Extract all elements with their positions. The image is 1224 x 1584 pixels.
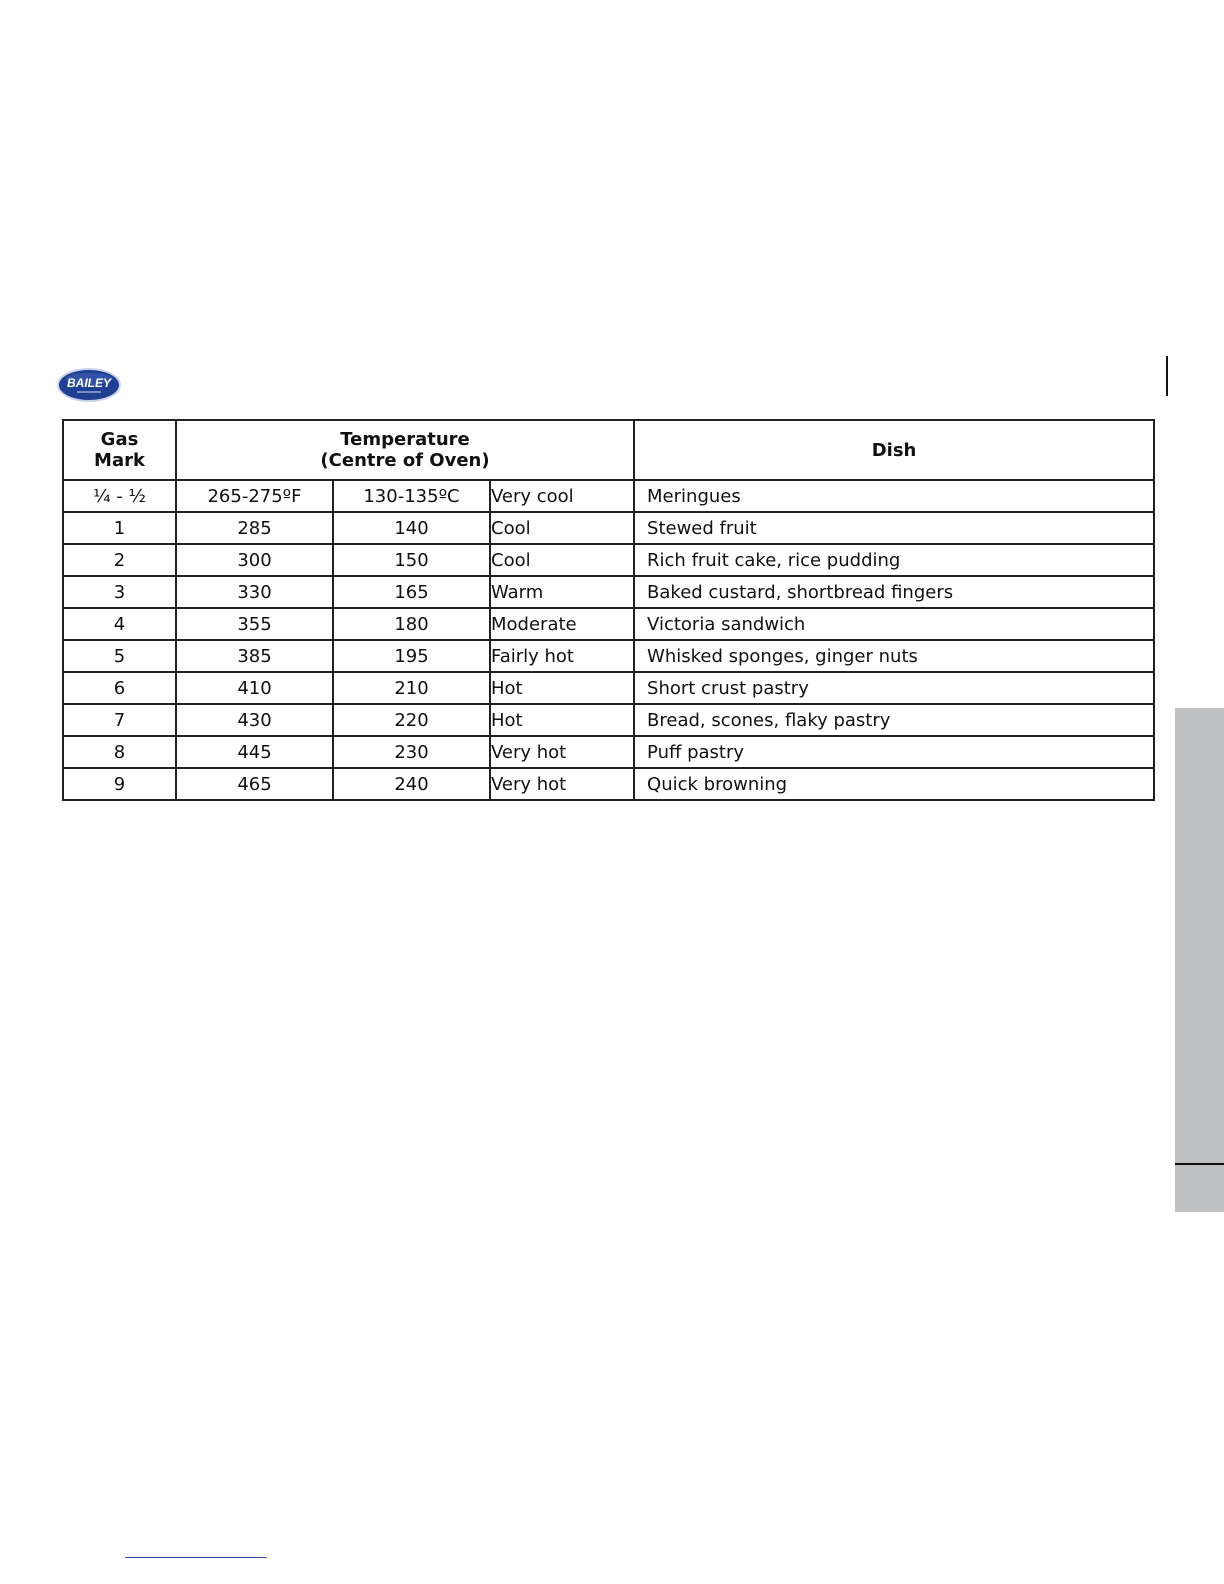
- cell-fahrenheit: 445: [176, 736, 333, 768]
- cell-dish: Short crust pastry: [634, 672, 1154, 704]
- table-row: [63, 544, 1154, 576]
- cell-heat-description: Warm: [490, 576, 634, 608]
- section-side-tab: [1175, 708, 1224, 1212]
- cell-dish: Baked custard, shortbread fingers: [634, 576, 1154, 608]
- cell-celsius: 240: [333, 768, 490, 800]
- cell-celsius: 130-135ºC: [333, 480, 490, 512]
- bailey-logo-text: BAILEY: [66, 376, 112, 390]
- table-body: [63, 480, 1154, 800]
- bailey-logo-badge: [56, 367, 122, 403]
- cell-fahrenheit: 430: [176, 704, 333, 736]
- table-header-row: [63, 420, 1154, 480]
- cell-dish: Stewed fruit: [634, 512, 1154, 544]
- cell-heat-description: Moderate: [490, 608, 634, 640]
- cell-heat-description: Hot: [490, 704, 634, 736]
- footer-link-underline: [125, 1557, 267, 1558]
- cell-fahrenheit: 385: [176, 640, 333, 672]
- cell-gas-mark: 4: [63, 608, 176, 640]
- table-row: [63, 768, 1154, 800]
- cell-dish: Puff pastry: [634, 736, 1154, 768]
- cell-gas-mark: 2: [63, 544, 176, 576]
- cell-gas-mark: 3: [63, 576, 176, 608]
- margin-marker-line: [1166, 356, 1168, 396]
- cell-dish: Rich fruit cake, rice pudding: [634, 544, 1154, 576]
- cell-dish: Quick browning: [634, 768, 1154, 800]
- cell-gas-mark: ¼ - ½: [63, 480, 176, 512]
- cell-heat-description: Fairly hot: [490, 640, 634, 672]
- table-row: [63, 512, 1154, 544]
- cell-dish: Meringues: [634, 480, 1154, 512]
- cell-dish: Whisked sponges, ginger nuts: [634, 640, 1154, 672]
- cell-celsius: 195: [333, 640, 490, 672]
- cell-gas-mark: 1: [63, 512, 176, 544]
- table-row: [63, 576, 1154, 608]
- cell-fahrenheit: 300: [176, 544, 333, 576]
- cell-heat-description: Cool: [490, 512, 634, 544]
- cell-dish: Bread, scones, flaky pastry: [634, 704, 1154, 736]
- cell-gas-mark: 8: [63, 736, 176, 768]
- cell-gas-mark: 6: [63, 672, 176, 704]
- table-row: [63, 608, 1154, 640]
- cell-heat-description: Hot: [490, 672, 634, 704]
- table-row: [63, 480, 1154, 512]
- cell-celsius: 210: [333, 672, 490, 704]
- side-tab-divider: [1175, 1163, 1224, 1165]
- cell-celsius: 150: [333, 544, 490, 576]
- table-row: [63, 736, 1154, 768]
- oven-temperature-table: [62, 419, 1155, 801]
- cell-dish: Victoria sandwich: [634, 608, 1154, 640]
- cell-gas-mark: 9: [63, 768, 176, 800]
- cell-celsius: 165: [333, 576, 490, 608]
- cell-gas-mark: 7: [63, 704, 176, 736]
- cell-celsius: 140: [333, 512, 490, 544]
- header-gas-mark: Gas Mark: [63, 420, 176, 480]
- header-dish: Dish: [634, 420, 1154, 480]
- cell-heat-description: Cool: [490, 544, 634, 576]
- table-row: [63, 704, 1154, 736]
- cell-celsius: 180: [333, 608, 490, 640]
- cell-celsius: 220: [333, 704, 490, 736]
- table-row: [63, 672, 1154, 704]
- cell-heat-description: Very hot: [490, 768, 634, 800]
- cell-fahrenheit: 330: [176, 576, 333, 608]
- cell-celsius: 230: [333, 736, 490, 768]
- cell-fahrenheit: 465: [176, 768, 333, 800]
- cell-gas-mark: 5: [63, 640, 176, 672]
- header-temperature: Temperature (Centre of Oven): [176, 420, 634, 480]
- cell-heat-description: Very hot: [490, 736, 634, 768]
- cell-fahrenheit: 355: [176, 608, 333, 640]
- bailey-logo: [56, 367, 122, 403]
- table-row: [63, 640, 1154, 672]
- cell-fahrenheit: 285: [176, 512, 333, 544]
- cell-fahrenheit: 265-275ºF: [176, 480, 333, 512]
- cell-fahrenheit: 410: [176, 672, 333, 704]
- cell-heat-description: Very cool: [490, 480, 634, 512]
